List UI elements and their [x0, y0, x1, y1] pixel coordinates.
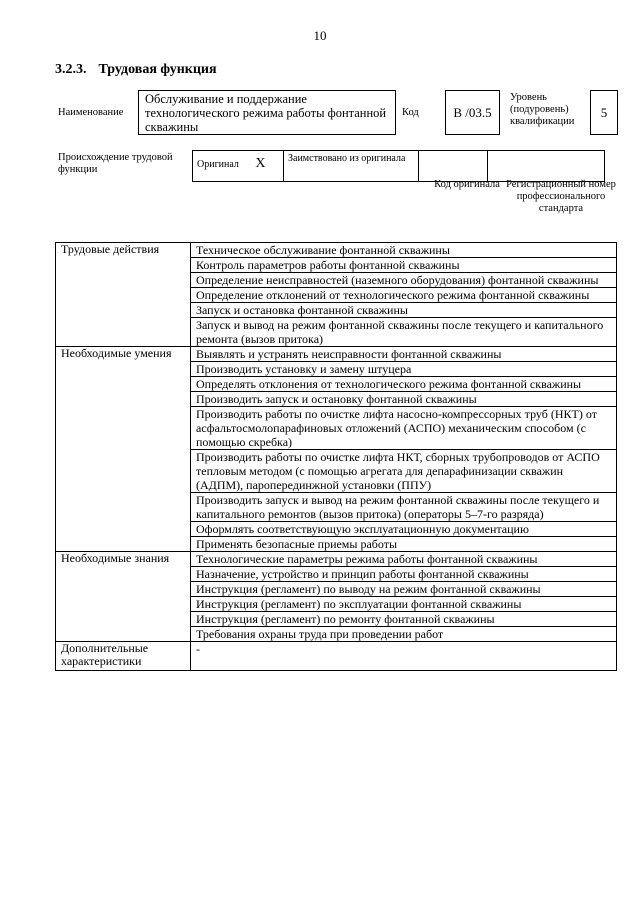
item-cell: Требования охраны труда при проведении работ	[191, 627, 617, 642]
item-cell: -	[191, 642, 617, 671]
code-original-caption: Код оригинала	[434, 179, 500, 190]
item-cell: Оформлять соответствующую эксплуатационную документацию	[191, 522, 617, 537]
name-label: Наименование	[58, 107, 124, 118]
reg-number-cell	[488, 151, 605, 182]
original-mark: X	[255, 156, 266, 171]
item-cell: Контроль параметров работы фонтанной скважины	[191, 258, 617, 273]
item-cell: Определение неисправностей (наземного оборудования) фонтанной скважины	[191, 273, 617, 288]
item-cell: Техническое обслуживание фонтанной скважины	[191, 243, 617, 258]
item-cell: Инструкция (регламент) по выводу на режим фонтанной скважины	[191, 582, 617, 597]
item-cell: Запуск и остановка фонтанной скважины	[191, 303, 617, 318]
item-cell: Инструкция (регламент) по эксплуатации фонтанной скважины	[191, 597, 617, 612]
item-cell: Назначение, устройство и принцип работы фонтанной скважины	[191, 567, 617, 582]
borrowed-cell: Заимствовано из оригинала	[284, 151, 419, 182]
page-number: 10	[313, 28, 327, 43]
original-cell	[193, 151, 284, 182]
code-original-cell	[419, 151, 488, 182]
section-title: Трудовая функция	[98, 62, 217, 77]
table-row	[56, 552, 617, 567]
level-label: Уровень (подуровень) квалификации	[510, 92, 575, 127]
table-row	[56, 642, 617, 671]
category-cell: Трудовые действия	[56, 243, 191, 347]
function-name-box: Обслуживание и поддержание технологического режима работы фонтанной скважины	[138, 90, 396, 135]
origin-table	[192, 150, 605, 182]
reg-number-caption: Регистрационный номер профессионального стандарта	[506, 179, 616, 214]
origin-label: Происхождение трудовой функции	[58, 152, 173, 175]
category-cell: Необходимые знания	[56, 552, 191, 642]
section-heading	[55, 62, 217, 78]
item-cell: Производить установку и замену штуцера	[191, 362, 617, 377]
category-cell: Необходимые умения	[56, 347, 191, 552]
function-table-body	[56, 243, 617, 671]
original-label: Оригинал	[197, 159, 239, 170]
table-row	[56, 243, 617, 258]
category-cell: Дополнительные характеристики	[56, 642, 191, 671]
table-row	[56, 347, 617, 362]
item-cell: Производить запуск и остановку фонтанной скважины	[191, 392, 617, 407]
code-label: Код	[402, 107, 419, 118]
item-cell: Производить работы по очистке лифта насосно-компрессорных труб (НКТ) от асфальтосмолопарафиновых отложений (АСПО) механическим способом (с помощью скребка)	[191, 407, 617, 450]
code-box: В /03.5	[445, 90, 500, 135]
item-cell: Производить запуск и вывод на режим фонтанной скважины после текущего и капитального ремонтов (вызов притока) (операторы 5–7-го разряда)	[191, 493, 617, 522]
function-table	[55, 242, 617, 671]
item-cell: Выявлять и устранять неисправности фонтанной скважины	[191, 347, 617, 362]
item-cell: Производить работы по очистке лифта НКТ, сборных трубопроводов от АСПО тепловым методом (с помощью агрегата для депарафинизации скважин (АДПМ), пароперединжной установки (ППУ)	[191, 450, 617, 493]
item-cell: Технологические параметры режима работы фонтанной скважины	[191, 552, 617, 567]
level-box: 5	[590, 90, 618, 135]
item-cell: Определение отклонений от технологического режима фонтанной скважины	[191, 288, 617, 303]
section-number: 3.2.3.	[55, 62, 87, 77]
item-cell: Инструкция (регламент) по ремонту фонтанной скважины	[191, 612, 617, 627]
item-cell: Определять отклонения от технологического режима фонтанной скважины	[191, 377, 617, 392]
item-cell: Запуск и вывод на режим фонтанной скважины после текущего и капитального ремонта (вызов притока)	[191, 318, 617, 347]
item-cell: Применять безопасные приемы работы	[191, 537, 617, 552]
